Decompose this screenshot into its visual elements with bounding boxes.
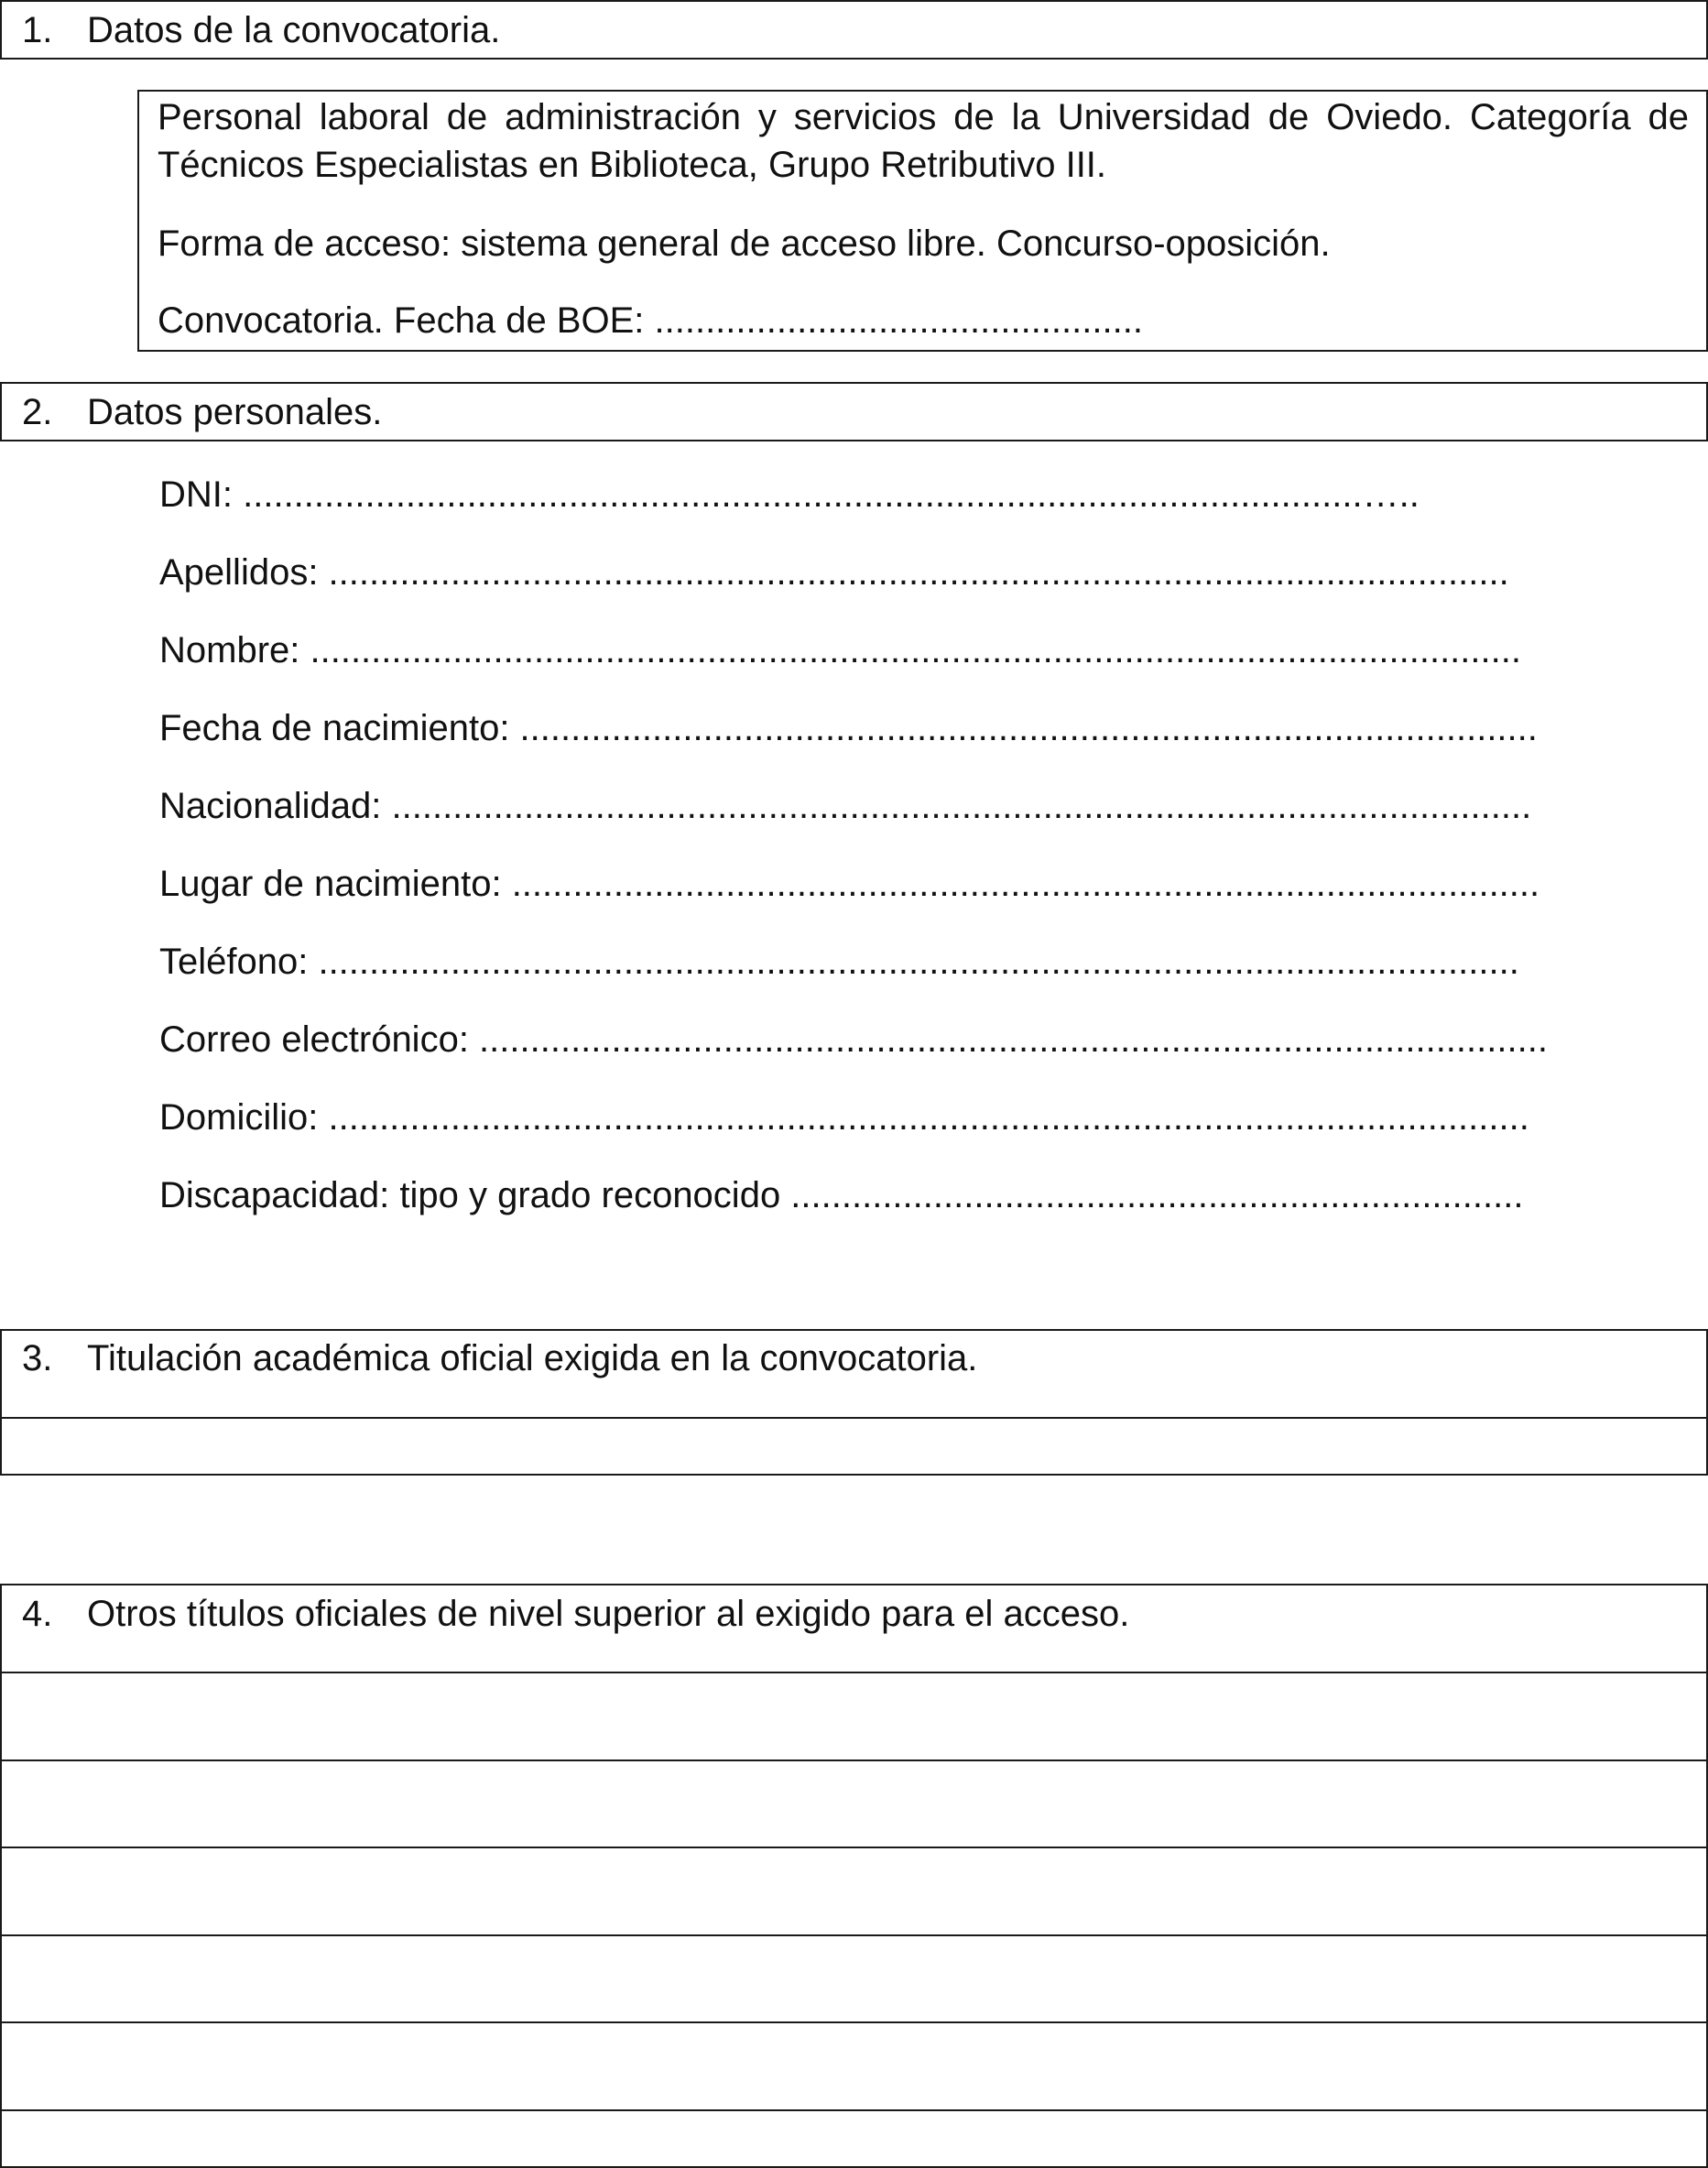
otros-titulos-entry-row[interactable] bbox=[2, 2111, 1706, 2166]
section-4-number: 4. bbox=[22, 1594, 53, 1634]
convocatoria-category-text: Personal laboral de administración y servicios de la Universidad de Oviedo. Categoría de Técnicos Especialistas en Biblioteca, Grupo Retributivo III. bbox=[158, 97, 1689, 185]
fecha-nacimiento-field[interactable]: Fecha de nacimiento: .................................................................................................... bbox=[159, 708, 1538, 748]
section-1-number: 1. bbox=[22, 10, 53, 50]
section-4-table bbox=[0, 1584, 1708, 2168]
domicilio-field[interactable]: Domicilio: ...................................................................................................................... bbox=[159, 1097, 1529, 1138]
apellidos-field[interactable]: Apellidos: .................................................................................................................... bbox=[159, 552, 1509, 593]
otros-titulos-entry-row[interactable] bbox=[2, 1936, 1706, 2021]
convocatoria-access-text: Forma de acceso: sistema general de acceso libre. Concurso-oposición. bbox=[158, 223, 1331, 264]
discapacidad-field[interactable]: Discapacidad: tipo y grado reconocido ........................................................................ bbox=[159, 1175, 1524, 1215]
correo-electronico-field[interactable]: Correo electrónico: ......................................................................................................... bbox=[159, 1019, 1548, 1060]
titulacion-entry-row[interactable] bbox=[2, 1419, 1706, 1474]
section-1-header bbox=[0, 0, 1708, 60]
telefono-field[interactable]: Teléfono: ...................................................................................................................... bbox=[159, 942, 1519, 982]
section-3-title: Titulación académica oficial exigida en la convocatoria. bbox=[87, 1338, 978, 1378]
section-2-title: Datos personales. bbox=[87, 392, 383, 432]
lugar-nacimiento-field[interactable]: Lugar de nacimiento: ..................................................................................................... bbox=[159, 864, 1540, 904]
dni-field[interactable]: DNI: ..............................................................................................................….. bbox=[159, 474, 1420, 515]
otros-titulos-entry-row[interactable] bbox=[2, 1848, 1706, 1934]
section-2-header bbox=[0, 382, 1708, 441]
otros-titulos-entry-row[interactable] bbox=[2, 1673, 1706, 1759]
otros-titulos-entry-row[interactable] bbox=[2, 1761, 1706, 1847]
nacionalidad-field[interactable]: Nacionalidad: ................................................................................................................ bbox=[159, 786, 1532, 826]
section-3-number: 3. bbox=[22, 1338, 53, 1378]
section-2-number: 2. bbox=[22, 392, 53, 432]
section-3-table bbox=[0, 1329, 1708, 1476]
nombre-field[interactable]: Nombre: ....................................................................................................................... bbox=[159, 630, 1521, 670]
section-1-title: Datos de la convocatoria. bbox=[87, 10, 501, 50]
convocatoria-boe-date-field[interactable]: Convocatoria. Fecha de BOE: ................................................ bbox=[158, 300, 1143, 341]
section-4-title: Otros títulos oficiales de nivel superior al exigido para el acceso. bbox=[87, 1594, 1130, 1634]
otros-titulos-entry-row[interactable] bbox=[2, 2023, 1706, 2109]
